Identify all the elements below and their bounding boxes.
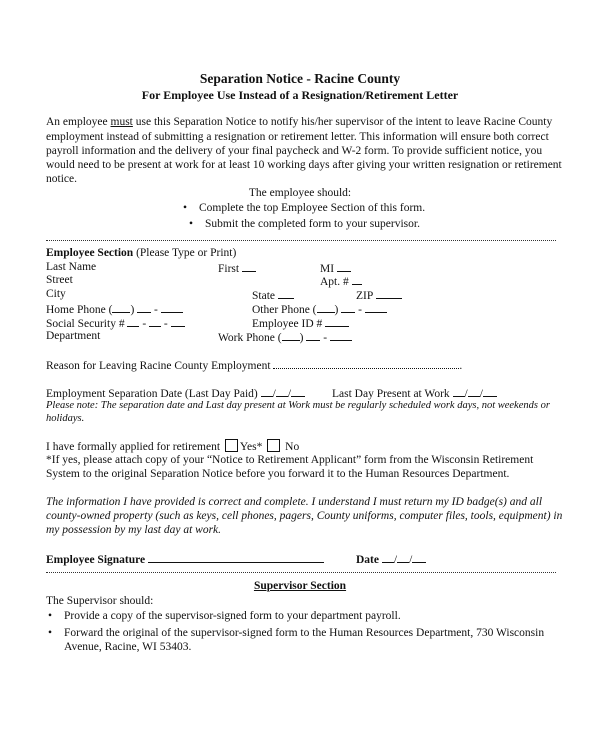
other-phone-field[interactable]: Other Phone ( ) - [252,301,387,317]
certify-line-2: county-owned property (such as keys, cell phones, pagers, County uniforms, computer files, tools, equipment) in [46,510,563,522]
intro-line-3: payroll information and the delivery of your final paycheck and W-2 form. To provide sufficient notice, you [46,145,543,157]
intro-line-4: would need to be present at work for at least 10 working days after giving your written resignation or retirement [46,159,562,171]
home-phone-label: Home Phone ( [46,304,113,316]
retirement-label: I have formally applied for retirement [46,441,221,453]
intro-line-5: notice. [46,173,77,185]
paren: ) [130,304,135,316]
retirement-note-1: *If yes, please attach copy of your “Notice to Retirement Applicant” form from the Wisconsin Retirement [46,454,534,466]
supervisor-section-heading: Supervisor Section [253,580,347,592]
date-slash: / [287,388,292,400]
section-heading-note: (Please Type or Print) [133,247,237,259]
page-title: Separation Notice - Racine County [199,71,401,86]
dotted-divider [46,572,556,573]
page-subtitle: For Employee Use Instead of a Resignation/Retirement Letter [141,88,459,102]
last-day-label: Last Day Present at Work [332,388,450,400]
separation-date-label: Employment Separation Date (Last Day Paid) [46,388,258,400]
retirement-no-checkbox[interactable] [267,439,280,452]
date-note: Please note: The separation date and Last day present at Work must be regularly scheduled work days, not weekends or [46,400,550,411]
paren: ) [334,304,339,316]
state-label: State [252,290,275,302]
employee-id-label: Employee ID # [252,318,323,330]
dotted-divider [46,240,556,241]
city-label: City [46,288,66,300]
supervisor-item: • Provide a copy of the supervisor-signed form to your department payroll. [64,609,401,623]
no-label: No [285,441,300,453]
yes-label: Yes* [239,441,263,453]
reason-label: Reason for Leaving Racine County Employment [46,360,271,372]
signature-date-field[interactable] [356,551,426,567]
street-label: Street [46,274,73,286]
ssn-field[interactable]: Social Security # - - [46,315,185,331]
signature-label: Employee Signature [46,554,146,566]
intro-must: must [110,116,133,128]
employee-section-heading [46,246,236,260]
employee-signature-field[interactable] [46,551,324,567]
employee-should-heading: The employee should: [248,187,352,199]
date-slash: / [479,388,483,400]
intro-line-1 [46,115,552,129]
intro-text: An employee [46,116,111,128]
date-slash: / [409,554,413,566]
certify-line-1: The information I have provided is correct and complete. I understand I must return my ID badge(s) and all [46,496,543,508]
supervisor-should: The Supervisor should: [46,595,154,607]
date-slash: / [393,554,398,566]
retirement-yes-checkbox[interactable] [225,439,238,452]
signature-date-label: Date [356,554,379,566]
first-name-field[interactable] [218,260,256,276]
last-name-label: Last Name [46,261,97,273]
other-phone-label: Other Phone ( [252,304,317,316]
certify-line-3: my possession by my last day at work. [46,524,222,536]
retirement-question [46,439,299,454]
date-slash: / [464,388,468,400]
zip-label: ZIP [356,290,373,302]
ssn-label: Social Security # [46,318,125,330]
employee-should-item: • Complete the top Employee Section of this form. [199,201,425,215]
supervisor-item: • Forward the original of the supervisor-signed form to the Human Resources Department, 730 Wisconsin [64,626,544,640]
section-heading-bold: Employee Section [46,247,134,259]
date-slash: / [272,388,276,400]
home-phone-field[interactable]: Home Phone ( ) - [46,301,183,317]
intro-line-2: employment instead of submitting a resignation or retirement letter. This information will ensure both correct [46,131,549,143]
mi-label: MI [320,263,335,275]
employee-should-item: • Submit the completed form to your supervisor. [205,217,420,231]
first-name-label: First [218,263,240,275]
apt-label: Apt. # [320,276,349,288]
paren: ) [299,332,304,344]
work-phone-label: Work Phone ( [218,332,282,344]
date-note-2: holidays. [46,413,85,424]
intro-text: use this Separation Notice to notify his/her supervisor of the intent to leave Racine County [132,116,553,128]
work-phone-field[interactable]: Work Phone ( ) - [218,329,352,345]
reason-field[interactable]: Reason for Leaving Racine County Employment . [46,357,462,373]
retirement-note-2: System to the original Separation Notice before you forward it to the Human Resources Department. [46,468,510,480]
department-label: Department [46,330,101,342]
supervisor-item-continued: Avenue, Racine, WI 53403. [64,641,192,653]
